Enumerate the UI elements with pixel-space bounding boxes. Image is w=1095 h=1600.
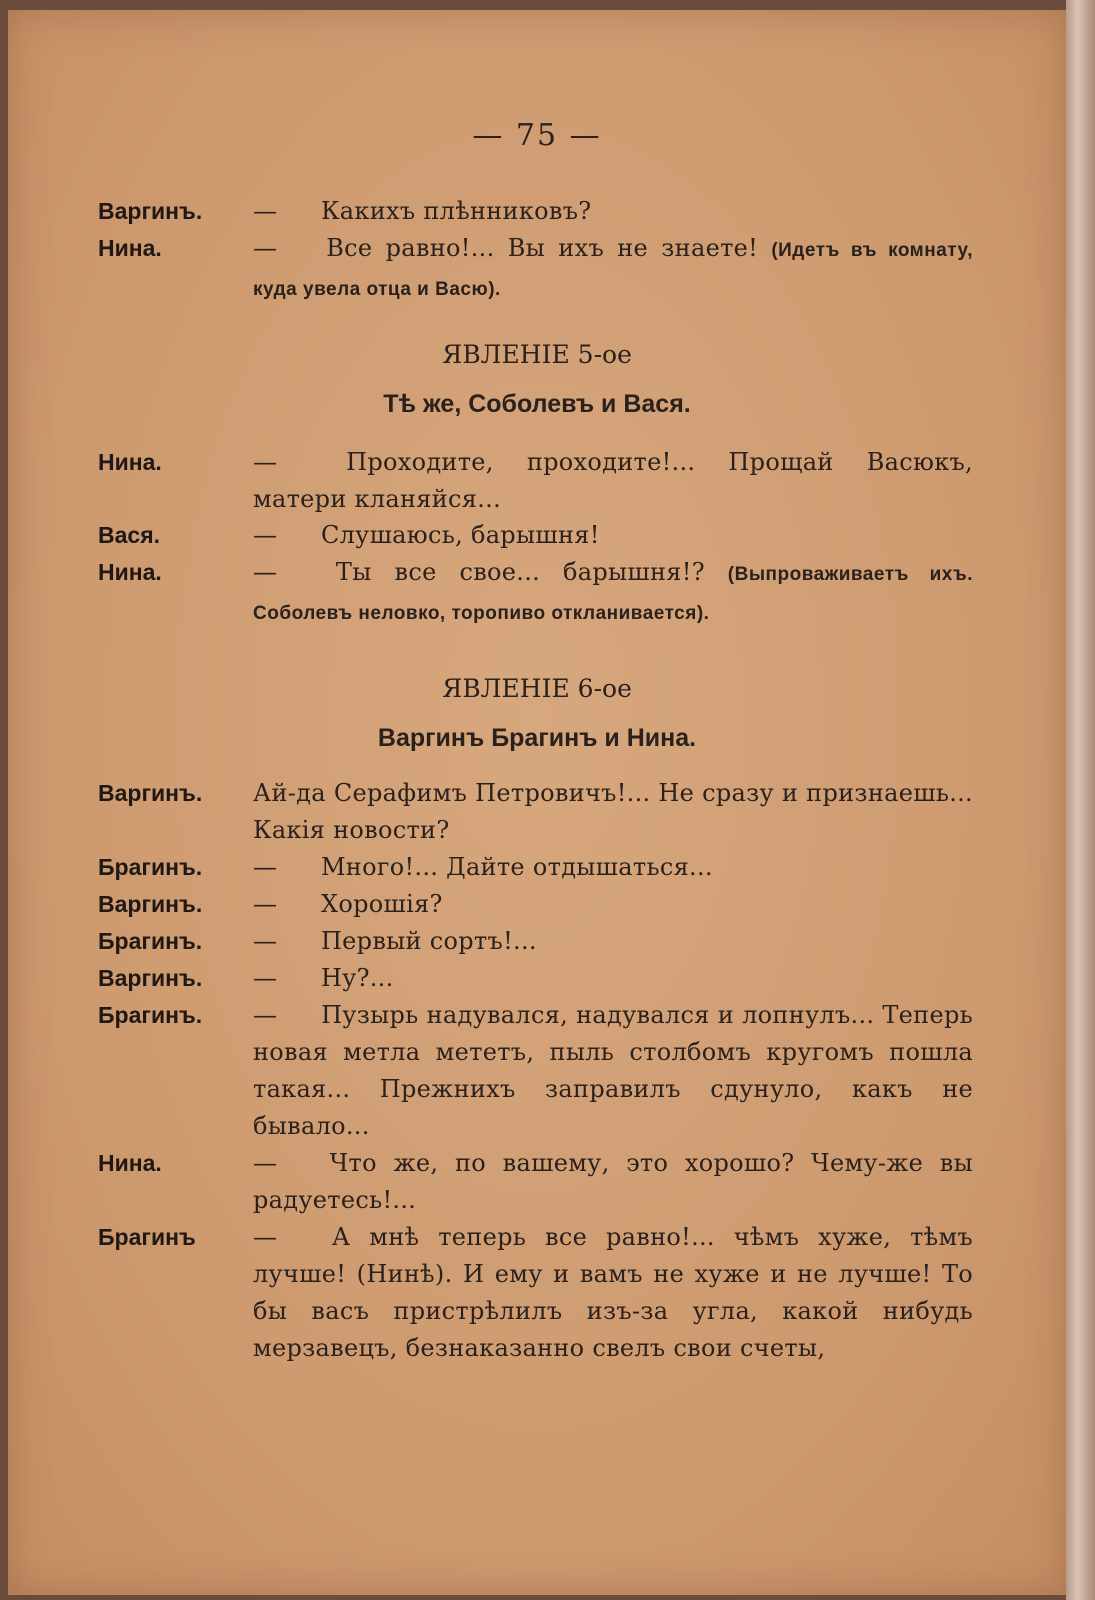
speaker-name: Варгинъ. (98, 198, 203, 224)
speaker-name: Брагинъ. (98, 928, 203, 954)
book-page (8, 10, 1066, 1595)
dialogue-dash: — (253, 1223, 278, 1251)
speaker-name: Брагинъ. (98, 1002, 203, 1028)
dialogue-dash: — (253, 197, 278, 225)
dialogue-text: Много!... Дайте отдышаться... (320, 853, 713, 881)
dialogue-dash: — (253, 964, 278, 992)
speaker-name: Варгинъ. (98, 965, 203, 991)
speaker-name: Вася. (98, 522, 161, 548)
speaker-name: Варгинъ. (98, 891, 203, 917)
dialogue-text: Ну?... (320, 964, 394, 992)
dialogue-text: Первый сортъ!... (320, 927, 537, 955)
speaker-name: Нина. (98, 1150, 162, 1176)
speaker-name: Нина. (98, 235, 162, 261)
stage-direction: (Выпроваживаетъ ихъ. Соболевъ неловко, торопиво откланивается). (253, 564, 973, 624)
dialogue-line (253, 554, 973, 632)
dialogue-text: Какихъ плѣнниковъ? (320, 197, 592, 225)
speaker-name: Брагинъ. (98, 854, 203, 880)
dialogue-text: Ты все свое... барышня!? (335, 558, 705, 586)
speaker-name: Нина. (98, 449, 162, 475)
dialogue-line (253, 849, 973, 886)
speaker-name: Нина. (98, 559, 162, 585)
dialogue-text: Проходите, проходите!... Прощай Васюкъ, матери кланяйся... (253, 448, 973, 513)
dialogue-line (253, 517, 973, 554)
dialogue-line (253, 775, 973, 849)
dialogue-line (253, 960, 973, 997)
dialogue-text: Хорошія? (320, 890, 443, 918)
scene-characters: Варгинъ Брагинъ и Нина. (377, 724, 697, 752)
page-edge (1066, 0, 1095, 1600)
page-number: — 75 — (472, 118, 602, 153)
dialogue-dash: — (253, 558, 278, 586)
speaker-name: Варгинъ. (98, 780, 203, 806)
dialogue-text: Слушаюсь, барышня! (320, 521, 600, 549)
dialogue-line (253, 923, 973, 960)
dialogue-dash: — (253, 890, 278, 918)
dialogue-dash: — (253, 1001, 278, 1029)
speaker-name: Брагинъ (98, 1224, 196, 1250)
dialogue-text: Ай-да Серафимъ Петровичъ!... Не сразу и признаешь... Какія новости? (253, 779, 973, 844)
dialogue-dash: — (253, 521, 278, 549)
dialogue-text: А мнѣ теперь все равно!... чѣмъ хуже, тѣмъ лучше! (Нинѣ). И ему и вамъ не хуже и не лучше! То бы васъ пристрѣлилъ изъ-за угла, какой нибудь мерзавецъ, безнаказанно свелъ свои счеты, (253, 1223, 973, 1362)
dialogue-text: Все равно!... Вы ихъ не знаете! (326, 234, 759, 262)
dialogue-dash: — (253, 1149, 278, 1177)
dialogue-line (253, 230, 973, 308)
dialogue-dash: — (253, 927, 278, 955)
dialogue-line (253, 193, 973, 230)
dialogue-line (253, 444, 973, 518)
dialogue-text: Что же, по вашему, это хорошо? Чему-же вы радуетесь!... (253, 1149, 974, 1214)
dialogue-dash: — (253, 234, 278, 262)
scene-characters: Тѣ же, Соболевъ и Вася. (383, 390, 691, 418)
stage-direction: (Идетъ въ комнату, куда увела отца и Васю). (253, 240, 973, 300)
dialogue-line (253, 997, 973, 1145)
scene-heading: ЯВЛЕНІЕ 5-ое (442, 340, 632, 369)
dialogue-dash: — (253, 448, 278, 476)
dialogue-text: Пузырь надувался, надувался и лопнулъ... Теперь новая метла мететъ, пыль столбомъ кругомъ пошла такая... Прежнихъ заправилъ сдунуло, какъ не бывало... (253, 1001, 973, 1140)
dialogue-line (253, 1219, 973, 1367)
dialogue-dash: — (253, 853, 278, 881)
dialogue-line (253, 886, 973, 923)
scene-heading: ЯВЛЕНІЕ 6-ое (442, 674, 632, 703)
dialogue-line (253, 1145, 973, 1219)
